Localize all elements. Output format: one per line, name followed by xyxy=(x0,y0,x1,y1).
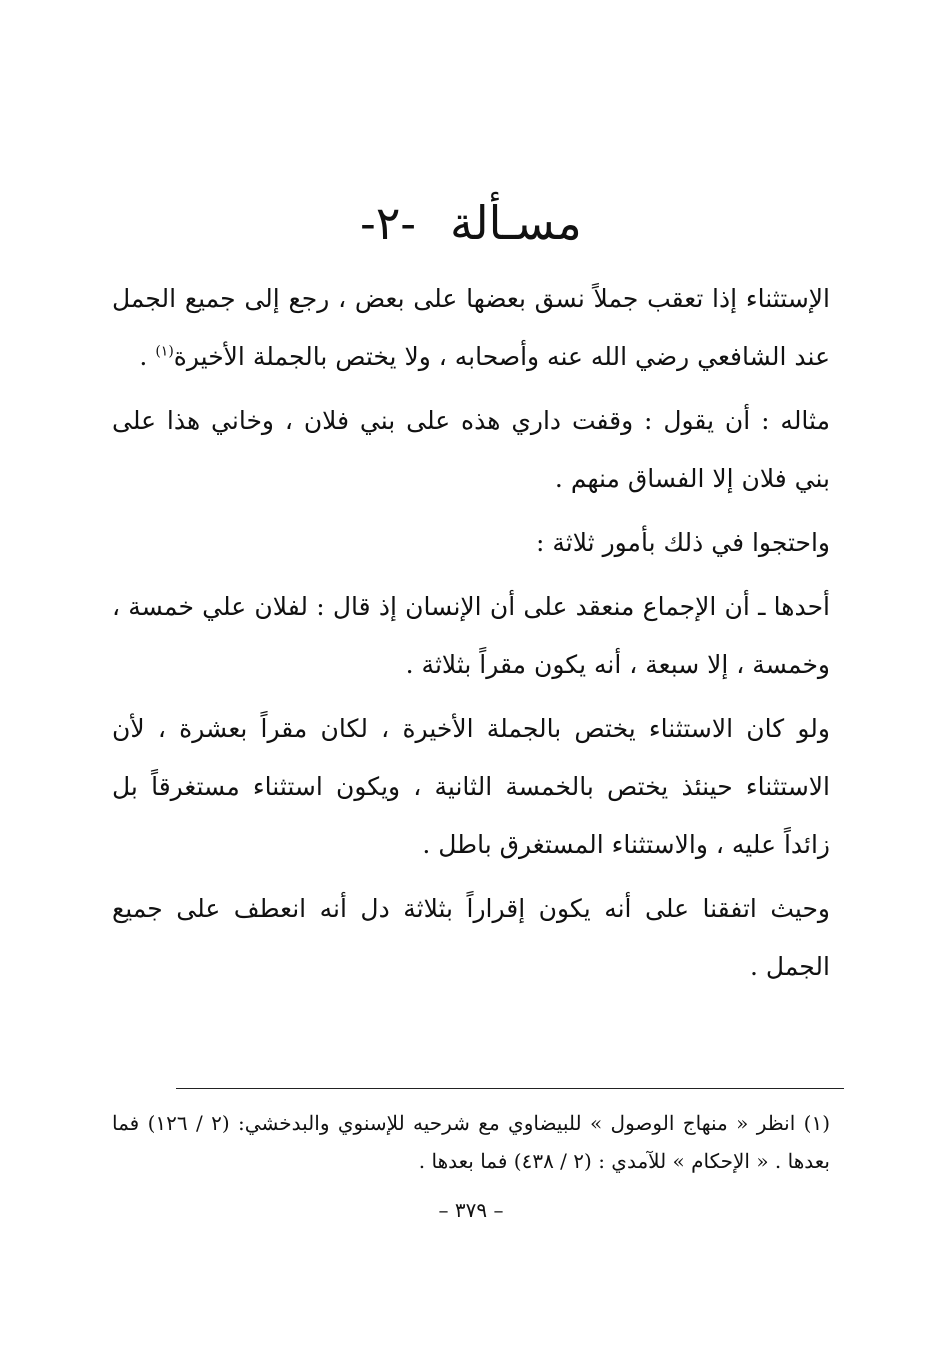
paragraph-rule xyxy=(112,270,830,386)
paragraph-counter-case: ولو كان الاستثناء يختص بالجملة الأخيرة ، لكان مقراً بعشرة ، لأن الاستثناء حينئذ يختص بالخمسة الثانية ، ويكون استثناء مستغرقاً بل زائداً عليه ، والاستثناء المستغرق باطل . xyxy=(112,714,830,859)
paragraph-example: مثاله : أن يقول : وقفت داري هذه على بني فلان ، وخاني هذا على بني فلان إلا الفساق منهم . xyxy=(112,406,830,493)
heading-number: -٢- xyxy=(360,196,416,250)
page-number: – ٣٧٩ – xyxy=(438,1198,504,1222)
footnote-reference: (١) xyxy=(155,343,174,360)
paragraph-conclusion: وحيث اتفقنا على أنه يكون إقراراً بثلاثة دل أنه انعطف على جميع الجمل . xyxy=(112,894,830,981)
heading-word: مسـألة xyxy=(449,196,582,250)
footnote-divider xyxy=(176,1088,844,1089)
body-text xyxy=(112,270,830,996)
paragraph-rule-end: . xyxy=(139,342,156,371)
paragraph-first-argument: أحدها ـ أن الإجماع منعقد على أن الإنسان إذ قال : لفلان علي خمسة ، وخمسة ، إلا سبعة ، أنه يكون مقراً بثلاثة . xyxy=(112,592,830,679)
paragraph-arguments-intro: واحتجوا في ذلك بأمور ثلاثة : xyxy=(536,528,830,557)
section-heading xyxy=(0,188,942,258)
footnote: (١) انظر « منهاج الوصول » للبيضاوي مع شرحيه للإسنوي والبدخشي: (٢ / ١٢٦) فما بعدها . « الإحكام » للآمدي : (٢ / ٤٣٨) فما بعدها . xyxy=(112,1111,830,1173)
paragraph-rule-text: الإستثناء إذا تعقب جملاً نسق بعضها على بعض ، رجع إلى جميع الجمل عند الشافعي رضي الله عنه وأصحابه ، ولا يختص بالجملة الأخيرة xyxy=(112,284,830,371)
